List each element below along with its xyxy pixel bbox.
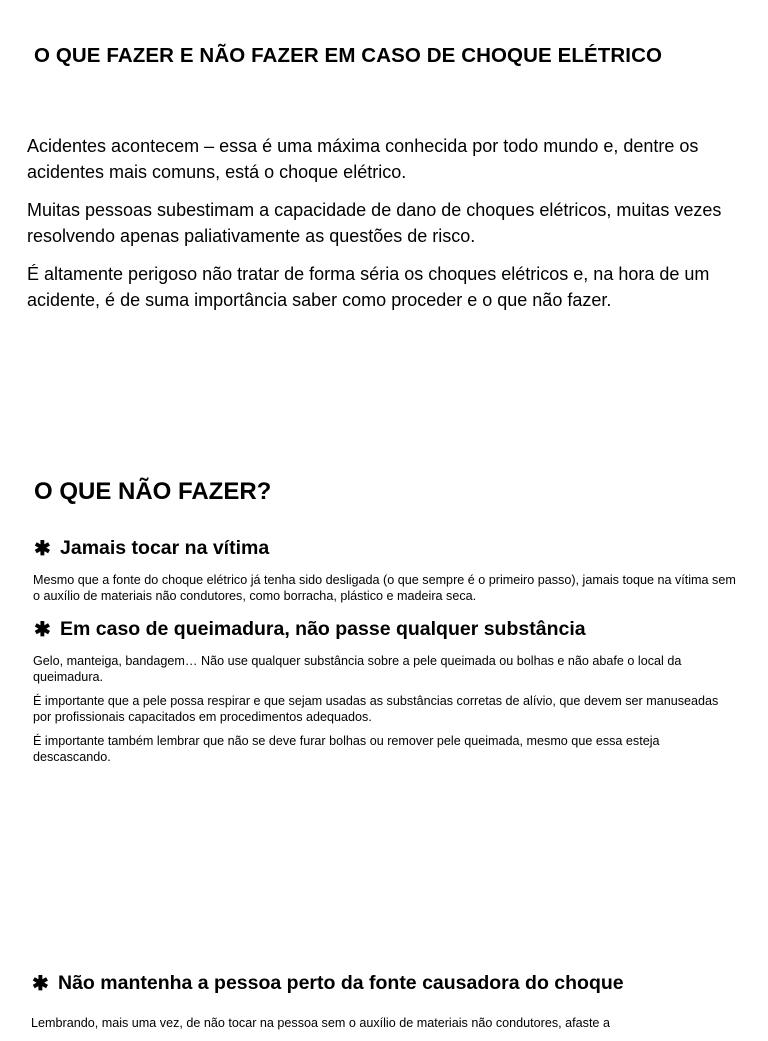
asterisk-bullet-icon: ✱ (32, 972, 49, 995)
asterisk-bullet-icon: ✱ (34, 618, 51, 641)
item-heading (34, 618, 586, 641)
intro-paragraph: Muitas pessoas subestimam a capacidade de dano de choques elétricos, muitas vezes resolvendo apenas paliativamente as questões de risco. (27, 200, 722, 246)
item-paragraph: Mesmo que a fonte do choque elétrico já tenha sido desligada (o que sempre é o primeiro passo), jamais toque na vítima sem o auxílio de materiais não condutores, como borracha, plástico e madeira seca. (33, 573, 736, 603)
section-title: O QUE NÃO FAZER? (34, 478, 272, 505)
item-body (33, 573, 738, 613)
item-paragraph: Gelo, manteiga, bandagem… Não use qualquer substância sobre a pele queimada ou bolhas e não abafe o local da queimadura. (33, 654, 682, 684)
item-body (33, 654, 738, 774)
item-heading-text: Jamais tocar na vítima (60, 537, 270, 559)
item-paragraph: É importante também lembrar que não se deve furar bolhas ou remover pele queimada, mesmo que essa esteja descascando. (33, 734, 660, 764)
item-heading (32, 972, 624, 995)
item-heading-text: Em caso de queimadura, não passe qualquer substância (60, 618, 586, 640)
intro-paragraph: É altamente perigoso não tratar de forma séria os choques elétricos e, na hora de um acidente, é de suma importância saber como proceder e o que não fazer. (27, 264, 710, 310)
intro-paragraph: Acidentes acontecem – essa é uma máxima conhecida por todo mundo e, dentre os acidentes mais comuns, está o choque elétrico. (27, 136, 699, 182)
asterisk-bullet-icon: ✱ (34, 537, 51, 560)
item-heading (34, 537, 269, 560)
page-title: O QUE FAZER E NÃO FAZER EM CASO DE CHOQUE ELÉTRICO (34, 44, 663, 67)
intro-section (27, 133, 742, 325)
item-heading-text: Não mantenha a pessoa perto da fonte causadora do choque (58, 972, 624, 994)
item-paragraph: Lembrando, mais uma vez, de não tocar na pessoa sem o auxílio de materiais não condutores, afaste a (31, 1016, 610, 1030)
item-paragraph: É importante que a pele possa respirar e que sejam usadas as substâncias corretas de alívio, que devem ser manuseadas por profissionais capacitados em procedimentos adequados. (33, 694, 719, 724)
item-body (31, 1016, 736, 1041)
